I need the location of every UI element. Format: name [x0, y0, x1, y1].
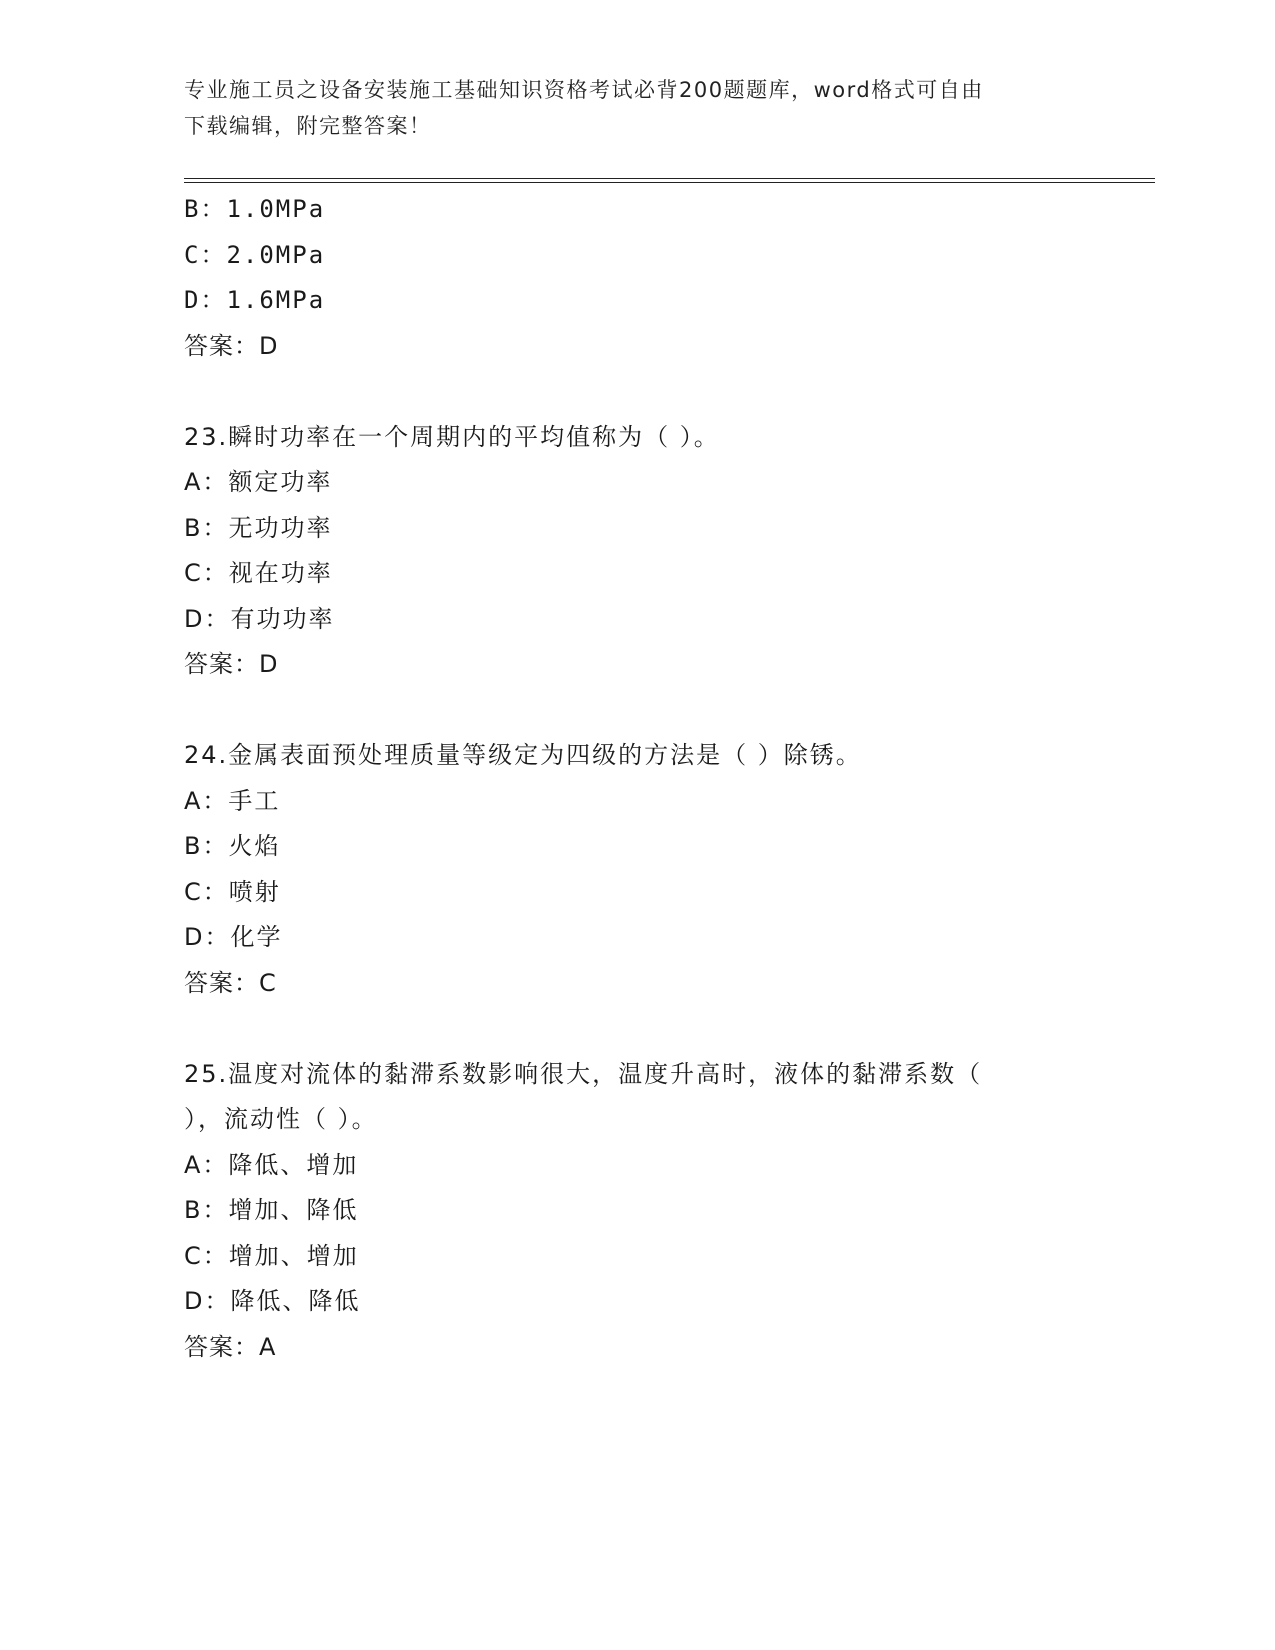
option-b: B：无功功率: [184, 513, 333, 542]
document-header: [184, 72, 1064, 144]
option-a: A：额定功率: [184, 468, 333, 496]
option-c: C：2.0MPa: [184, 240, 326, 269]
question-spacer: [184, 688, 1084, 734]
answer-line: 答案：C: [184, 968, 277, 997]
option-c: C：喷射: [184, 877, 281, 906]
option-a: A：手工: [184, 786, 281, 815]
answer-line: 答案：A: [184, 1332, 277, 1361]
question-22-tail: [184, 187, 1084, 369]
option-a: A：降低、增加: [184, 1150, 359, 1179]
option-d: D：化学: [184, 923, 283, 951]
option-d: D：有功功率: [184, 604, 335, 633]
answer-line: 答案：D: [184, 650, 279, 678]
question-23: [184, 415, 1084, 688]
question-spacer: [184, 369, 1084, 415]
question-stem: 24.金属表面预处理质量等级定为四级的方法是（ ）除锈。: [184, 741, 862, 769]
question-stem-line-2: ），流动性（ ）。: [184, 1105, 378, 1133]
option-d: D：降低、降低: [184, 1287, 361, 1315]
question-24: [184, 733, 1084, 1006]
header-line-2: 下载编辑，附完整答案！: [184, 114, 432, 138]
question-25: [184, 1052, 1084, 1371]
question-stem: 23.瞬时功率在一个周期内的平均值称为（ ）。: [184, 422, 720, 451]
question-stem-line-1: 25.温度对流体的黏滞系数影响很大，温度升高时，液体的黏滞系数（: [184, 1059, 983, 1088]
option-c: C：视在功率: [184, 559, 333, 587]
option-b: B：火焰: [184, 832, 281, 860]
question-spacer: [184, 1006, 1084, 1052]
answer-line: 答案：D: [184, 331, 279, 360]
header-divider-bottom: [184, 182, 1155, 183]
option-b: B：1.0MPa: [184, 195, 326, 223]
option-c: C：增加、增加: [184, 1241, 359, 1270]
option-d: D：1.6MPa: [184, 286, 326, 314]
option-b: B：增加、降低: [184, 1196, 359, 1224]
header-divider-top: [184, 178, 1155, 179]
question-list: [184, 187, 1084, 1370]
header-line-1: 专业施工员之设备安装施工基础知识资格考试必背200题题库，word格式可自由: [184, 78, 984, 102]
